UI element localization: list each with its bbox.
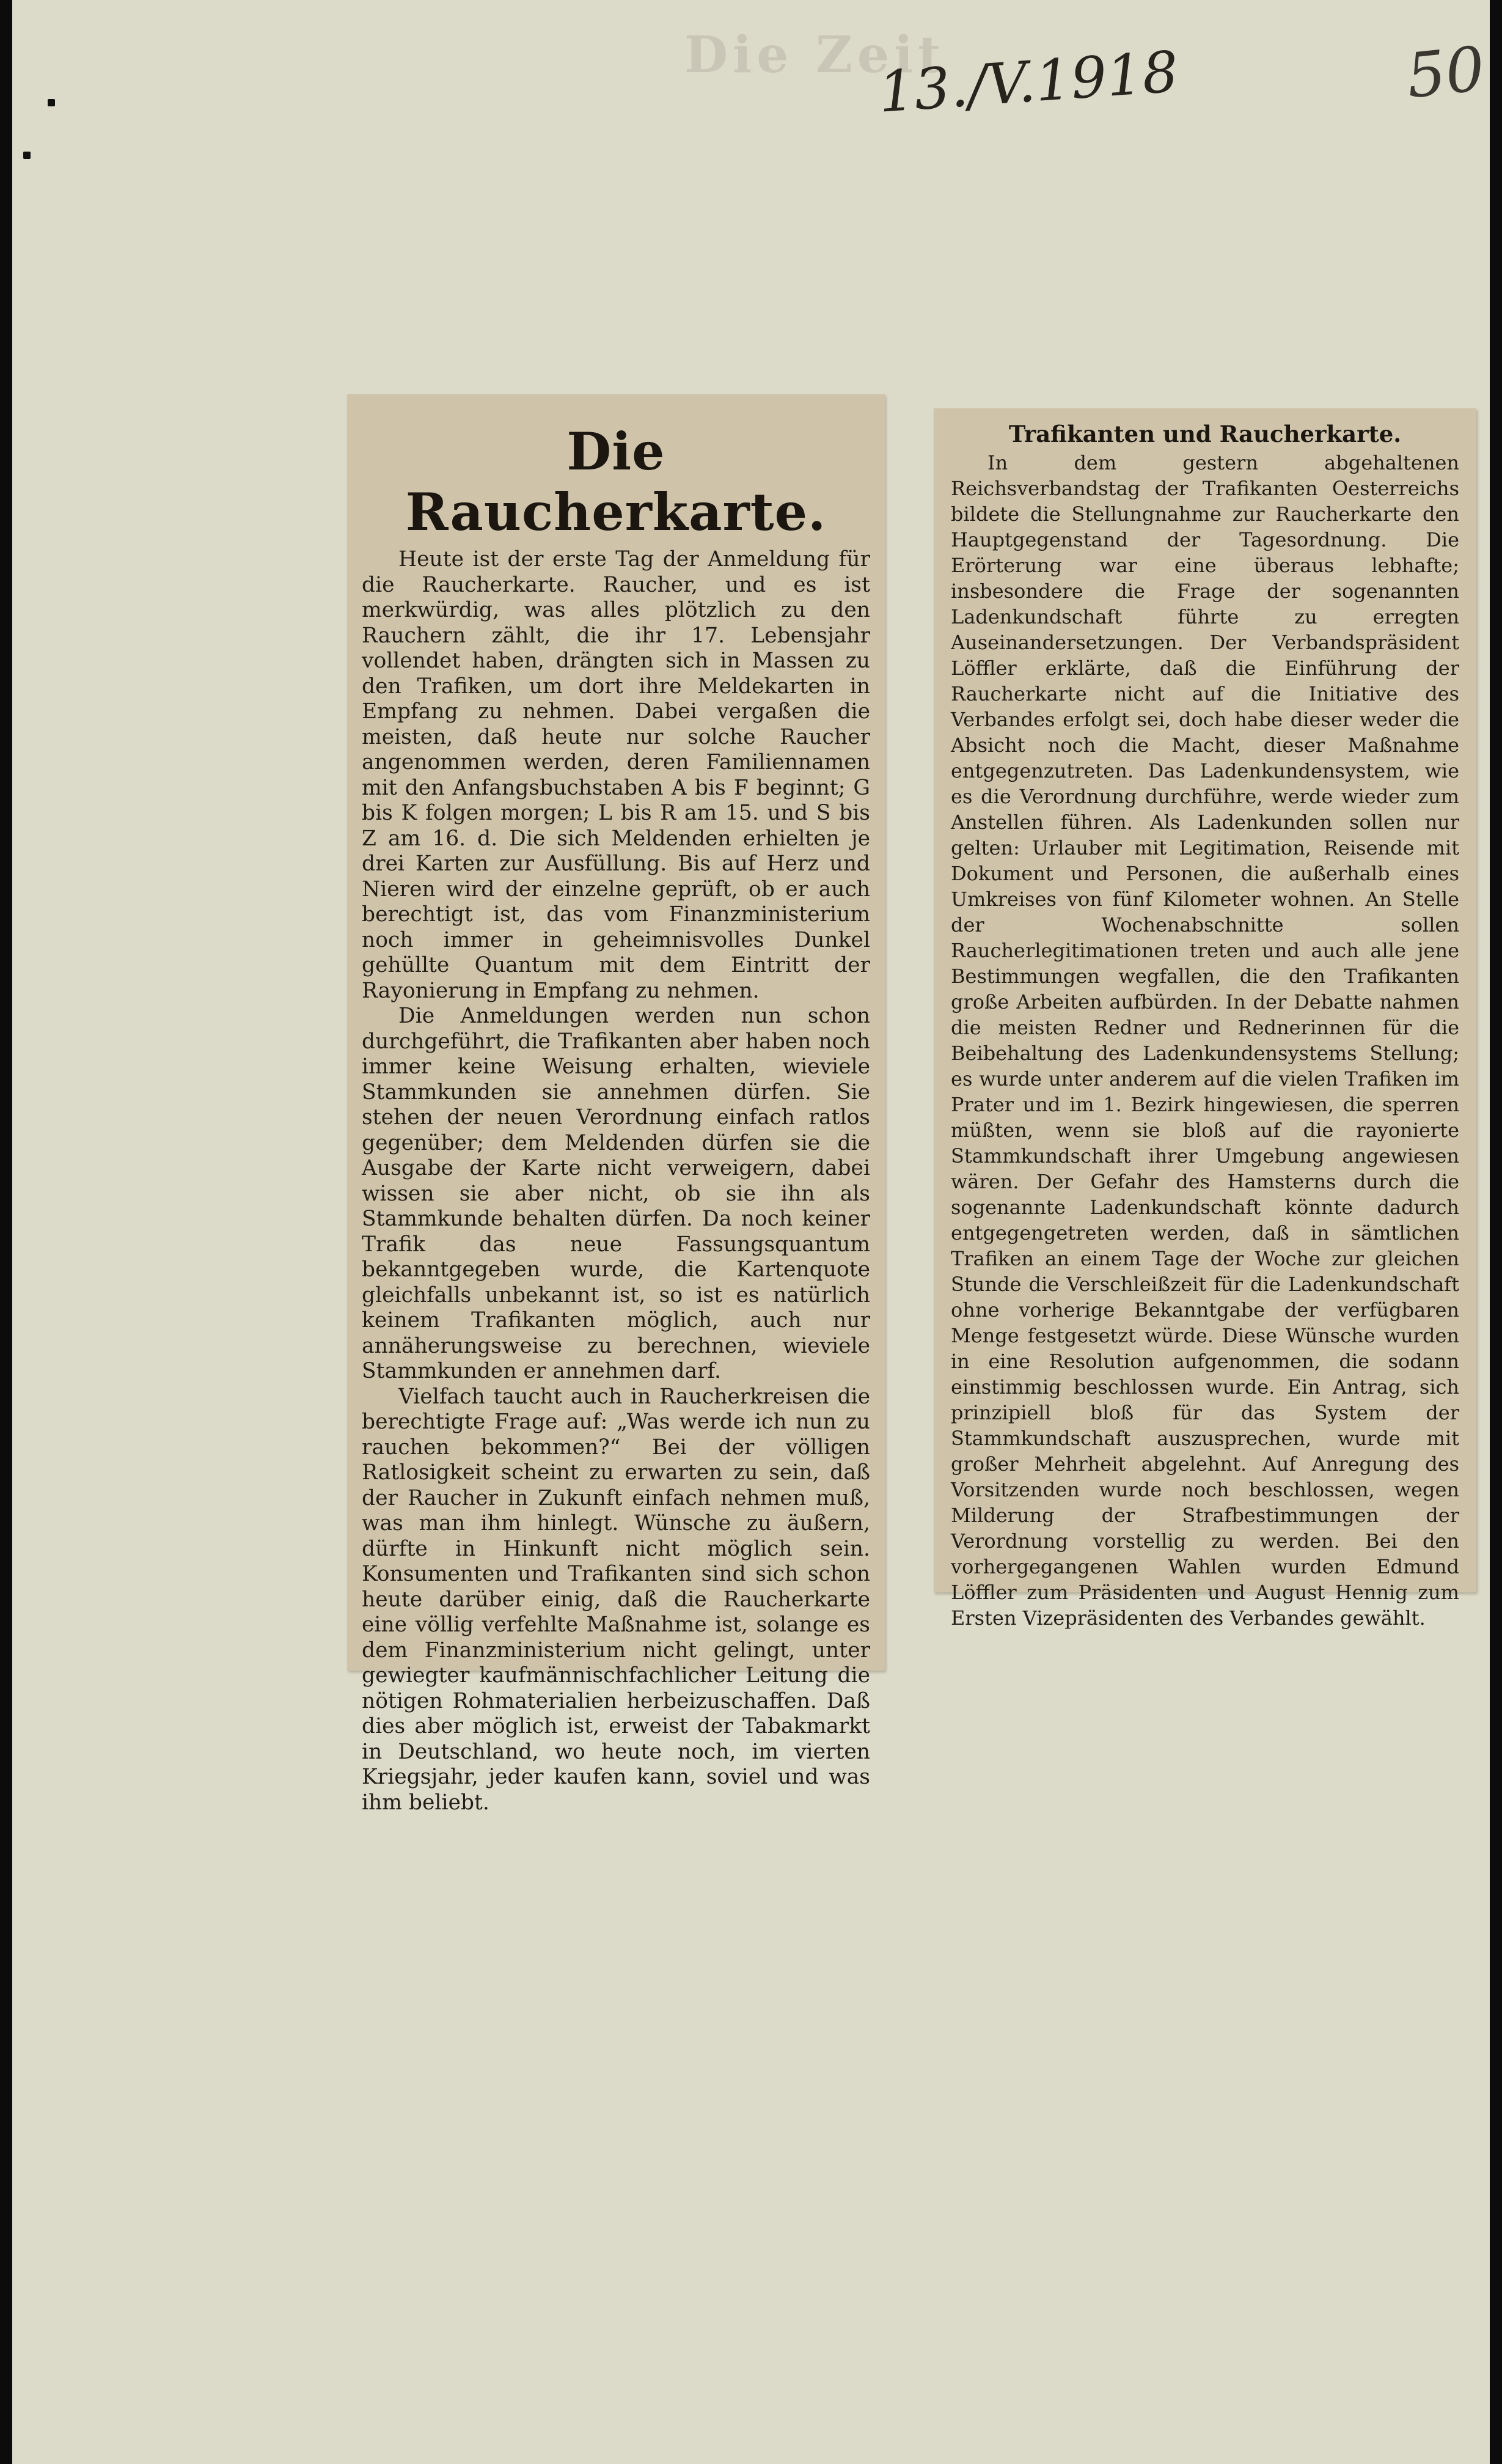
pin-hole xyxy=(23,152,31,159)
article-paragraph: In dem gestern abgehaltenen Reichsverbandstag der Trafikanten Oesterreichs bildete die Stellungnahme zur Raucherkarte den Hauptgegenstand der Tagesordnung. Die Erörterung war eine überaus lebhafte; insbesondere die Frage der sogenannten Ladenkundschaft führte zu erregten Auseinandersetzungen. Der Verbandspräsident Löffler erklärte, daß die Einführung der Raucherkarte nicht auf die Initiative des Verbandes erfolgt sei, doch habe dieser weder die Absicht noch die Macht, dieser Maßnahme entgegenzutreten. Das Ladenkundensystem, wie es die Verordnung durchführe, werde wieder zum Anstellen führen. Als Ladenkunden sollen nur gelten: Urlauber mit Legitimation, Reisende mit Dokument und Personen, die außerhalb eines Umkreises von fünf Kilometer wohnen. An Stelle der Wochenabschnitte sollen Raucherlegitimationen treten und auch alle jene Bestimmungen wegfallen, die den Trafikanten große Arbeiten aufbürden. In der Debatte nahmen die meisten Redner und Rednerinnen für die Beibehaltung des Ladenkundensystems Stellung; es wurde unter anderem auf die vielen Trafiken im Prater und im 1. Bezirk hingewiesen, die sperren müßten, wenn sie bloß auf die rayonierte Stammkundschaft ihrer Umgebung angewiesen wären. Der Gefahr des Hamsterns durch die sogenannte Ladenkundschaft könnte dadurch entgegengetreten werden, daß in sämtlichen Trafiken an einem Tage der Woche zur gleichen Stunde die Verschleißzeit für die Ladenkundschaft ohne vorherige Bekanntgabe der verfügbaren Menge festgesetzt würde. Diese Wünsche wurden in eine Resolution aufgenommen, die sodann einstimmig beschlossen wurde. Ein Antrag, sich prinzipiell bloß für das System der Stammkundschaft auszusprechen, wurde mit großer Mehrheit abgelehnt. Auf Anregung des Vorsitzenden wurde noch beschlossen, wegen Milderung der Strafbestimmungen der Verordnung vorstellig zu werden. Bei den vorhergegangenen Wahlen wurden Edmund Löffler zum Präsidenten und August Hennig zum Ersten Vizepräsidenten des Verbandes gewählt. xyxy=(951,451,1459,1630)
archive-sheet xyxy=(12,0,1490,2464)
article-paragraph: Heute ist der erste Tag der Anmeldung für die Raucherkarte. Raucher, und es ist merkwürdig, was alles plötzlich zu den Rauchern zählt, die ihr 17. Lebensjahr vollendet haben, drängten sich in Massen zu den Trafiken, um dort ihre Meldekarten in Empfang zu nehmen. Dabei vergaßen die meisten, daß heute nur solche Raucher angenommen werden, deren Familiennamen mit den Anfangsbuchstaben A bis F beginnt; G bis K folgen morgen; L bis R am 15. und S bis Z am 16. d. Die sich Meldenden erhielten je drei Karten zur Ausfüllung. Bis auf Herz und Nieren wird der einzelne geprüft, ob er auch berechtigt ist, das vom Finanzministerium noch immer in geheimnisvolles Dunkel gehüllte Quantum mit dem Eintritt der Rayonierung in Empfang zu nehmen. xyxy=(362,547,870,1003)
pin-hole xyxy=(48,99,55,106)
newspaper-stamp: Die Zeit xyxy=(684,26,947,84)
clipping-raucherkarte xyxy=(347,394,885,1815)
clipping-trafikanten xyxy=(934,408,1476,1630)
article-paragraph: Die Anmeldungen werden nun schon durchgeführt, die Trafikanten aber haben noch immer keine Weisung erhalten, wieviele Stammkunden sie annehmen dürfen. Sie stehen der neuen Verordnung einfach ratlos gegenüber; dem Meldenden dürfen sie die Ausgabe der Karte nicht verweigern, dabei wissen sie aber nicht, ob sie ihn als Stammkunde behalten dürfen. Da noch keiner Trafik das neue Fassungsquantum bekanntgegeben wurde, die Kartenquote gleichfalls unbekannt ist, so ist es natürlich keinem Trafikanten möglich, auch nur annäherungsweise zu berechnen, wieviele Stammkunden er annehmen darf. xyxy=(362,1004,870,1383)
clipping-title: Trafikanten und Raucherkarte. xyxy=(1008,421,1402,447)
handwritten-page-number: 50 xyxy=(1403,32,1489,112)
article-paragraph: Vielfach taucht auch in Raucherkreisen die berechtigte Frage auf: „Was werde ich nun zu rauchen bekommen?“ Bei der völligen Ratlosigkeit scheint zu erwarten zu sein, daß der Raucher in Zukunft einfach nehmen muß, was man ihm hinlegt. Wünsche zu äußern, dürfte in Hinkunft nicht möglich sein. Konsumenten und Trafikanten sind sich schon heute darüber einig, daß die Raucherkarte eine völlig verfehlte Maßnahme ist, solange es dem Finanzministerium nicht gelingt, unter gewiegter kaufmännischfachlicher Leitung die nötigen Rohmaterialien herbeizuschaffen. Daß dies aber möglich ist, erweist der Tabakmarkt in Deutschland, wo heute noch, im vierten Kriegsjahr, jeder kaufen kann, soviel und was ihm beliebt. xyxy=(362,1384,870,1815)
clipping-title: Die Raucherkarte. xyxy=(405,421,827,542)
handwritten-date: 13./V.1918 xyxy=(876,39,1181,125)
